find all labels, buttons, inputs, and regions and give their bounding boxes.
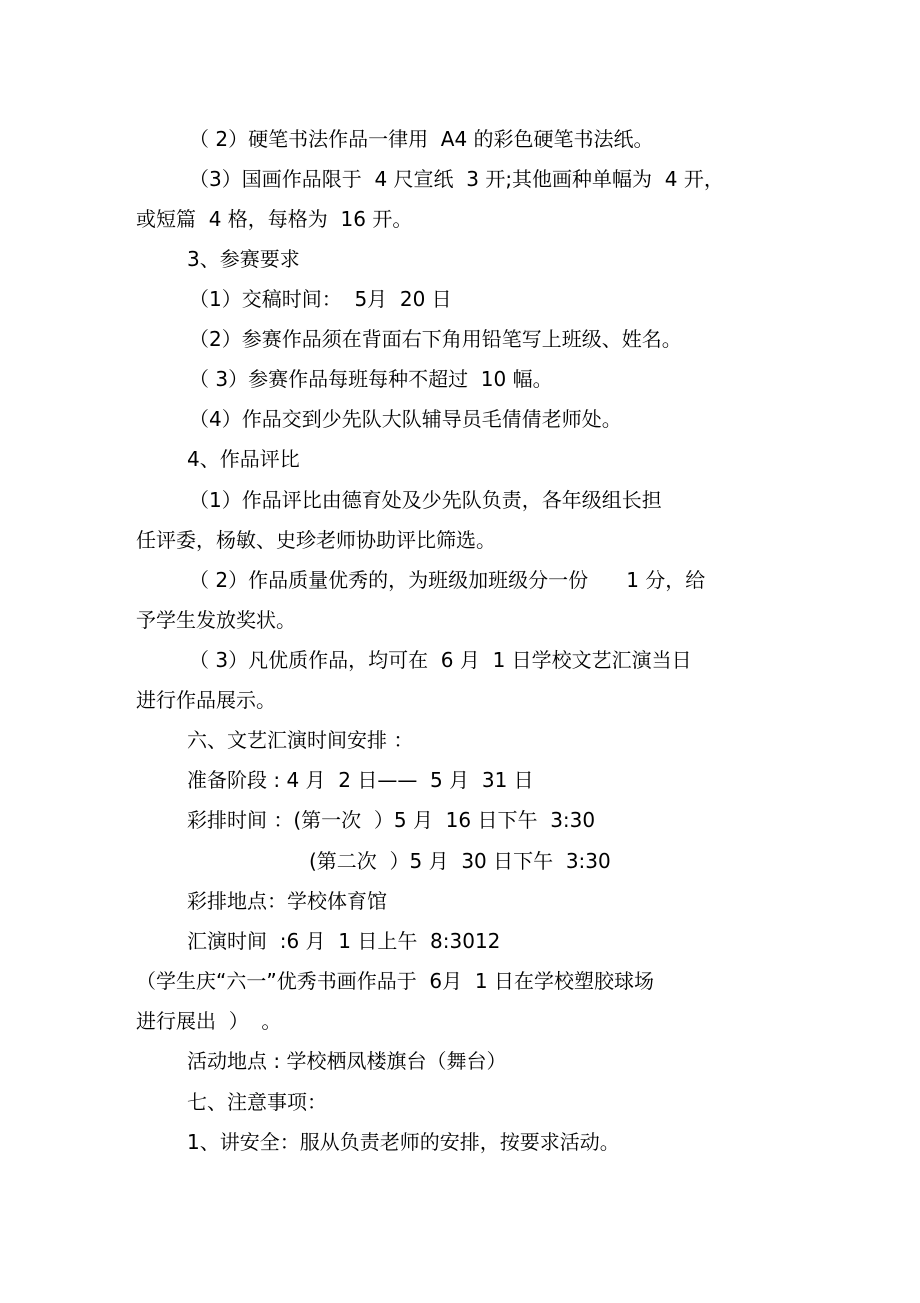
section-heading: 4、作品评比: [187, 447, 300, 471]
text-line: （ 3）参赛作品每班每种不超过 10 幅。: [189, 367, 553, 391]
text-line: （ 2）硬笔书法作品一律用 A4 的彩色硬笔书法纸。: [189, 127, 654, 151]
text-line: （1）作品评比由德育处及少先队负责，各年级组长担: [189, 488, 662, 512]
section-heading: 3、参赛要求: [187, 247, 300, 271]
text-line: 1、讲安全：服从负责老师的安排，按要求活动。: [187, 1130, 620, 1154]
text-line: 彩排地点：学校体育馆: [187, 889, 387, 913]
text-line: 汇演时间 :6 月 1 日上午 8:3012: [187, 929, 501, 953]
text-line: （ 2）作品质量优秀的，为班级加班级分一份 1 分，给: [189, 568, 706, 592]
text-line: 活动地点 : 学校栖凤楼旗台（舞台）: [187, 1049, 507, 1073]
section-heading: 六、文艺汇演时间安排 ：: [187, 728, 414, 752]
text-line: 彩排时间 ：(第一次 ）5 月 16 日下午 3:30: [187, 808, 596, 832]
text-line: 进行展出 ） 。: [136, 1009, 282, 1033]
text-line: （3）国画作品限于 4 尺宣纸 3 开;其他画种单幅为 4 开，: [189, 167, 724, 191]
text-line: 任评委，杨敏、史珍老师协助评比筛选。: [136, 528, 496, 552]
text-line: (第二次 ）5 月 30 日下午 3:30: [309, 849, 611, 873]
text-line: 予学生发放奖状。: [136, 608, 296, 632]
text-line: 进行作品展示。: [136, 688, 276, 712]
section-heading: 七、注意事项：: [187, 1090, 327, 1114]
text-line: 或短篇 4 格，每格为 16 开。: [136, 207, 413, 231]
text-line: （学生庆“六一”优秀书画作品于 6月 1 日在学校塑胶球场: [136, 969, 654, 993]
text-line: 准备阶段 : 4 月 2 日—— 5 月 31 日: [187, 768, 534, 792]
text-line: （1）交稿时间： 5月 20 日: [189, 287, 452, 311]
text-line: （4）作品交到少先队大队辅导员毛倩倩老师处。: [189, 407, 622, 431]
text-line: （ 3）凡优质作品，均可在 6 月 1 日学校文艺汇演当日: [189, 648, 692, 672]
text-line: （2）参赛作品须在背面右下角用铅笔写上班级、姓名。: [189, 327, 682, 351]
